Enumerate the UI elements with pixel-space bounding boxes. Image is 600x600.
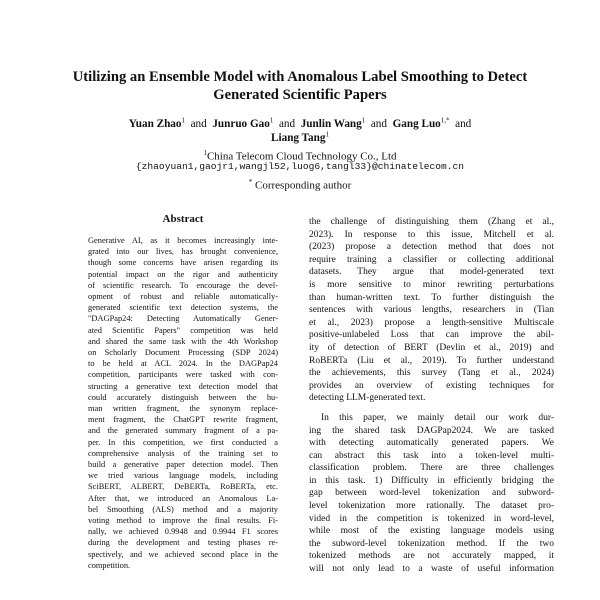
text-line: in this task. 1) Difficulty in efficiently bridging the <box>309 475 554 486</box>
author-sup: 1 <box>361 116 366 125</box>
text-line: spectively, and we achieved second place in the <box>88 549 278 559</box>
body-column <box>309 216 554 576</box>
corresponding-note <box>90 175 510 193</box>
author-and: and <box>370 118 387 130</box>
text-line: In this paper, we mainly detail our work dur- <box>321 412 554 423</box>
paper-title <box>60 68 540 104</box>
text-line: to be held at ACL 2024. In the DAGPap24 <box>88 359 278 369</box>
author-emails: {zhaoyuan1,gaojr1,wangjl52,luog6,tangl33}@chinatelecom.cn <box>135 161 465 172</box>
text-line: is more sensitive to minor rewriting perturbations <box>309 279 554 290</box>
text-line: competition, participants were tasked with con- <box>88 370 278 380</box>
text-line: ment fragment, the ChatGPT rewrite fragment, <box>88 415 278 425</box>
text-line: vided in the competition is tokenized in word-level, <box>309 513 554 524</box>
text-line: gap between word-level tokenization and subword- <box>309 488 554 499</box>
text-line: per. In this competition, we first conducted a <box>88 437 278 447</box>
text-line: level tokenization more rationally. The dataset pro- <box>309 501 554 512</box>
abstract-body <box>88 235 278 571</box>
abstract-heading: Abstract <box>162 213 204 225</box>
text-line: classification problem. There are three challenges <box>309 463 554 474</box>
text-line: the challenge of distinguishing them (Zhang et al., <box>309 217 554 227</box>
author-name: Junruo Gao <box>212 118 270 130</box>
body-paragraph-1 <box>309 216 554 405</box>
text-line: comprehensive analysis of the training set to <box>88 448 278 458</box>
text-line: while most of the existing language models using <box>309 526 554 537</box>
affiliation-text: China Telecom Cloud Technology Co., Ltd <box>206 150 397 163</box>
text-line: on Scholarly Document Processing (SDP 2024) <box>88 348 278 358</box>
text-line: man written fragment, the synonym replace- <box>88 404 278 414</box>
text-line: ity of detection of BERT (Devlin et al., 2019) and <box>309 342 554 353</box>
text-line: generated scientific text detection systems, the <box>88 303 278 313</box>
text-line: competition. <box>88 560 131 570</box>
text-line: SciBERT, ALBERT, DeBERTa, RoBERTa, etc. <box>88 482 278 492</box>
text-line: though some concerns have arisen regarding its <box>88 258 278 268</box>
text-line: require training a classifier or collecting additional <box>309 254 554 265</box>
author-and: and <box>190 118 207 130</box>
text-line: structing a generative text detection model that <box>88 381 278 391</box>
text-line: of scientific research. To encourage the devel- <box>88 280 278 290</box>
text-line: bel Smoothing (ALS) method and a majority <box>88 504 278 514</box>
text-line: After that, we introduced an Anomalous La- <box>88 493 278 503</box>
text-line: tokenized methods are not accurately mapped, it <box>309 551 554 562</box>
author-name: Liang Tang <box>271 132 326 144</box>
text-line: voting method to improve the final results. Fi- <box>88 516 278 526</box>
author-name: Gang Luo <box>392 118 441 130</box>
text-line: potential impact on the rigor and authenticity <box>88 269 278 279</box>
author-list <box>90 117 510 145</box>
text-line: and the generated summary fragment of a pa- <box>88 426 278 436</box>
text-line: ing the shared task DAGPap2024. We are tasked <box>309 425 554 436</box>
text-line: "DAGPap24: Detecting Automatically Gener- <box>88 314 278 324</box>
author-sup: 1 <box>181 116 185 125</box>
text-line: during the development and testing phases re- <box>88 538 278 548</box>
author-sup: 1 <box>269 116 274 125</box>
text-line: Generative AI, as it becomes increasingly inte- <box>88 236 278 245</box>
affiliation-sup: 1 <box>203 149 207 157</box>
text-line: grated into our lives, has brought convenience, <box>88 247 278 257</box>
text-line: we tried various language models, including <box>88 471 278 481</box>
title-line-1: Utilizing an Ensemble Model with Anomalous Label Smoothing to Detect <box>72 69 528 85</box>
text-line: et al., 2023) propose a length-sensitive Multiscale <box>309 317 554 328</box>
text-line: positive-unlabeled Loss that can improve the abil- <box>309 330 554 341</box>
text-line: the subword-level tokenization method. If the two <box>309 538 554 549</box>
text-line: sentences with various lengths, researchers in (Tian <box>309 305 554 316</box>
text-line: build a generative paper detection model. Then <box>88 460 278 470</box>
text-line: nally, we achieved 0.9948 and 0.9944 F1 scores <box>88 527 278 537</box>
text-line: ated Scientific Papers" competition was held <box>88 325 278 335</box>
corresponding-text: Corresponding author <box>255 179 352 192</box>
author-sup: 1 <box>325 130 329 139</box>
corresponding-sup: * <box>248 178 253 186</box>
text-line: with detecting automatically generated papers. We <box>309 438 554 449</box>
text-line: than human-written text. To further distinguish the <box>309 292 554 303</box>
text-line: the achievements, this survey (Tang et al., 2024) <box>309 368 554 379</box>
text-line: can abstract this task into a token-level multi- <box>309 450 554 461</box>
text-line: will not only lead to a waste of useful information <box>309 564 554 575</box>
text-line: datasets. They argue that model-generated text <box>309 267 554 278</box>
author-and: and <box>278 118 296 130</box>
text-line: 2023). In response to this issue, Mitchell et al. <box>309 229 554 240</box>
author-and: and <box>455 118 472 130</box>
text-line: and shared the same task with the 4th Workshop <box>88 336 278 346</box>
author-sup: 1,* <box>440 116 450 125</box>
text-line: provides an overview of existing techniques for <box>309 380 554 391</box>
text-line: (2023) propose a detection method that does not <box>309 242 554 253</box>
body-paragraph-2 <box>309 412 554 576</box>
text-line: could accurately distinguish between the hu- <box>88 392 278 402</box>
author-name: Yuan Zhao <box>128 118 182 130</box>
text-line: RoBERTa (Liu et al., 2019). To further understand <box>309 355 554 366</box>
text-line: opment of robust and reliable automatically- <box>88 292 278 302</box>
text-line: detecting LLM-generated text. <box>309 393 426 404</box>
author-name: Junlin Wang <box>300 118 362 130</box>
title-line-2: Generated Scientific Papers <box>213 87 387 103</box>
